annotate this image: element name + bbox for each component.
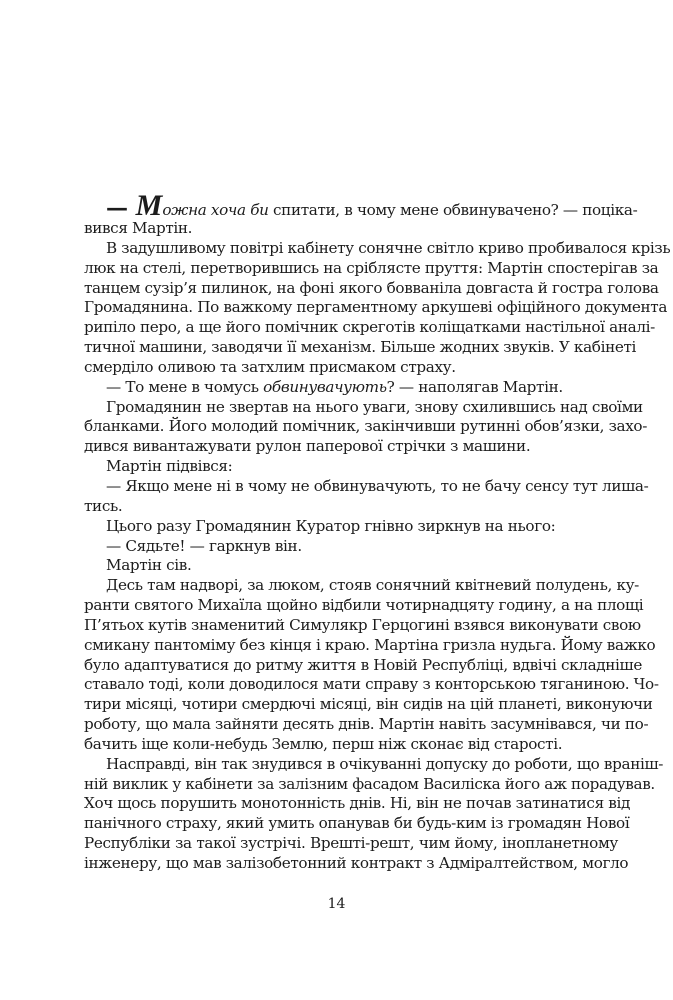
paragraph-start: — Сядьте! — гаркнув він.: [106, 536, 302, 555]
page-number: 14: [327, 896, 346, 912]
text-line: Республіки за такої зустрічі. Врешті-решт, чим йому, інопланетному: [84, 834, 618, 853]
text-line: ранти святого Михаїла щойно відбили чотирнадцяту годину, а на площі: [84, 596, 644, 615]
italic-phrase: ожна хоча би: [162, 201, 269, 219]
paragraph-start: Мартін підвівся:: [106, 457, 233, 476]
text-line: інженеру, що мав залізобетонний контракт з Адміралтейством, могло: [84, 854, 629, 872]
paragraph-start: Громадянин не звертав на нього уваги, знову схилившись над своїми: [106, 397, 643, 416]
italic-word: обвинувачують: [263, 377, 387, 396]
paragraph-start: Десь там надворі, за люком, стояв сонячний квітневий полудень, ку-: [106, 576, 639, 595]
text-line: рипіло перо, а ще його помічник скреготів коліщатками настільної аналі-: [84, 318, 655, 337]
text-line: тись.: [84, 496, 123, 515]
text-line: тичної машини, заводячи її механізм. Більше жодних звуків. У кабінеті: [84, 338, 637, 357]
text-line: дився вивантажувати рулон паперової стрічки з машини.: [84, 437, 531, 456]
text-line: бланками. Його молодий помічник, закінчивши рутинні обов’язки, захо-: [84, 417, 647, 436]
text-line: танцем сузір’я пилинок, на фоні якого бовваніла довгаста й гостра голова: [84, 278, 659, 297]
em-dash: —: [106, 195, 136, 221]
paragraph-start: Цього разу Громадянин Куратор гнівно зиркнув на нього:: [106, 516, 556, 535]
text-line: ставало тоді, коли доводилося мати справу з конторською тяганиною. Чо-: [84, 675, 659, 694]
text-line: роботу, що мала зайняти десять днів. Мартін навіть засумнівався, чи по-: [84, 715, 649, 734]
text-line: бачить іще коли-небудь Землю, перш ніж сконає від старості.: [84, 734, 563, 753]
text-line: смикану пантоміму без кінця і краю. Мартіна гризла нудьга. Йому важко: [84, 635, 656, 654]
text-line: П’ятьох кутів знаменитий Симулякр Герцогині взявся виконувати свою: [84, 615, 641, 634]
text-line: панічного страху, який умить опанував би будь-ким із громадян Нової: [84, 814, 630, 833]
paragraph-start: — Якщо мене ні в чому не обвинувачують, то не бачу сенсу тут лиша-: [106, 476, 649, 495]
paragraph-start: Мартін сів.: [106, 556, 192, 575]
text-line: ній виклик у кабінети за залізним фасадом Василіска його аж порадував.: [84, 774, 655, 793]
text-line: тири місяці, чотири смердючі місяці, він сидів на цій планеті, виконуючи: [84, 695, 653, 714]
text-line: Хоч щось порушить монотонність днів. Ні, він не почав затинатися від: [84, 794, 630, 813]
text-line: смерділо оливою та затхлим присмаком страху.: [84, 357, 456, 376]
text-run: ? — наполягав Мартін.: [386, 377, 563, 396]
text-run: спитати, в чому мене обвинувачено? — поціка-: [268, 201, 638, 219]
text-line: Громадянина. По важкому пергаментному аркушеві офіційного документа: [84, 298, 668, 317]
text-line: вився Мартін.: [84, 219, 193, 237]
paragraph-start: [84, 378, 618, 398]
paragraph-start: В задушливому повітрі кабінету сонячне світло криво пробивалося крізь: [106, 238, 671, 257]
text-line: люк на стелі, перетворившись на сріблясте пруття: Мартін спостерігав за: [84, 258, 659, 277]
text-run: — То мене в чомусь: [106, 377, 264, 396]
paragraph-start: Насправді, він так знудився в очікуванні допуску до роботи, що враніш-: [106, 754, 664, 773]
body-text: [84, 189, 671, 874]
text-line-opening: [84, 189, 638, 222]
drop-cap-letter: М: [135, 189, 163, 222]
text-line: було адаптуватися до ритму життя в Новій Республіці, вдвічі складніше: [84, 655, 642, 674]
